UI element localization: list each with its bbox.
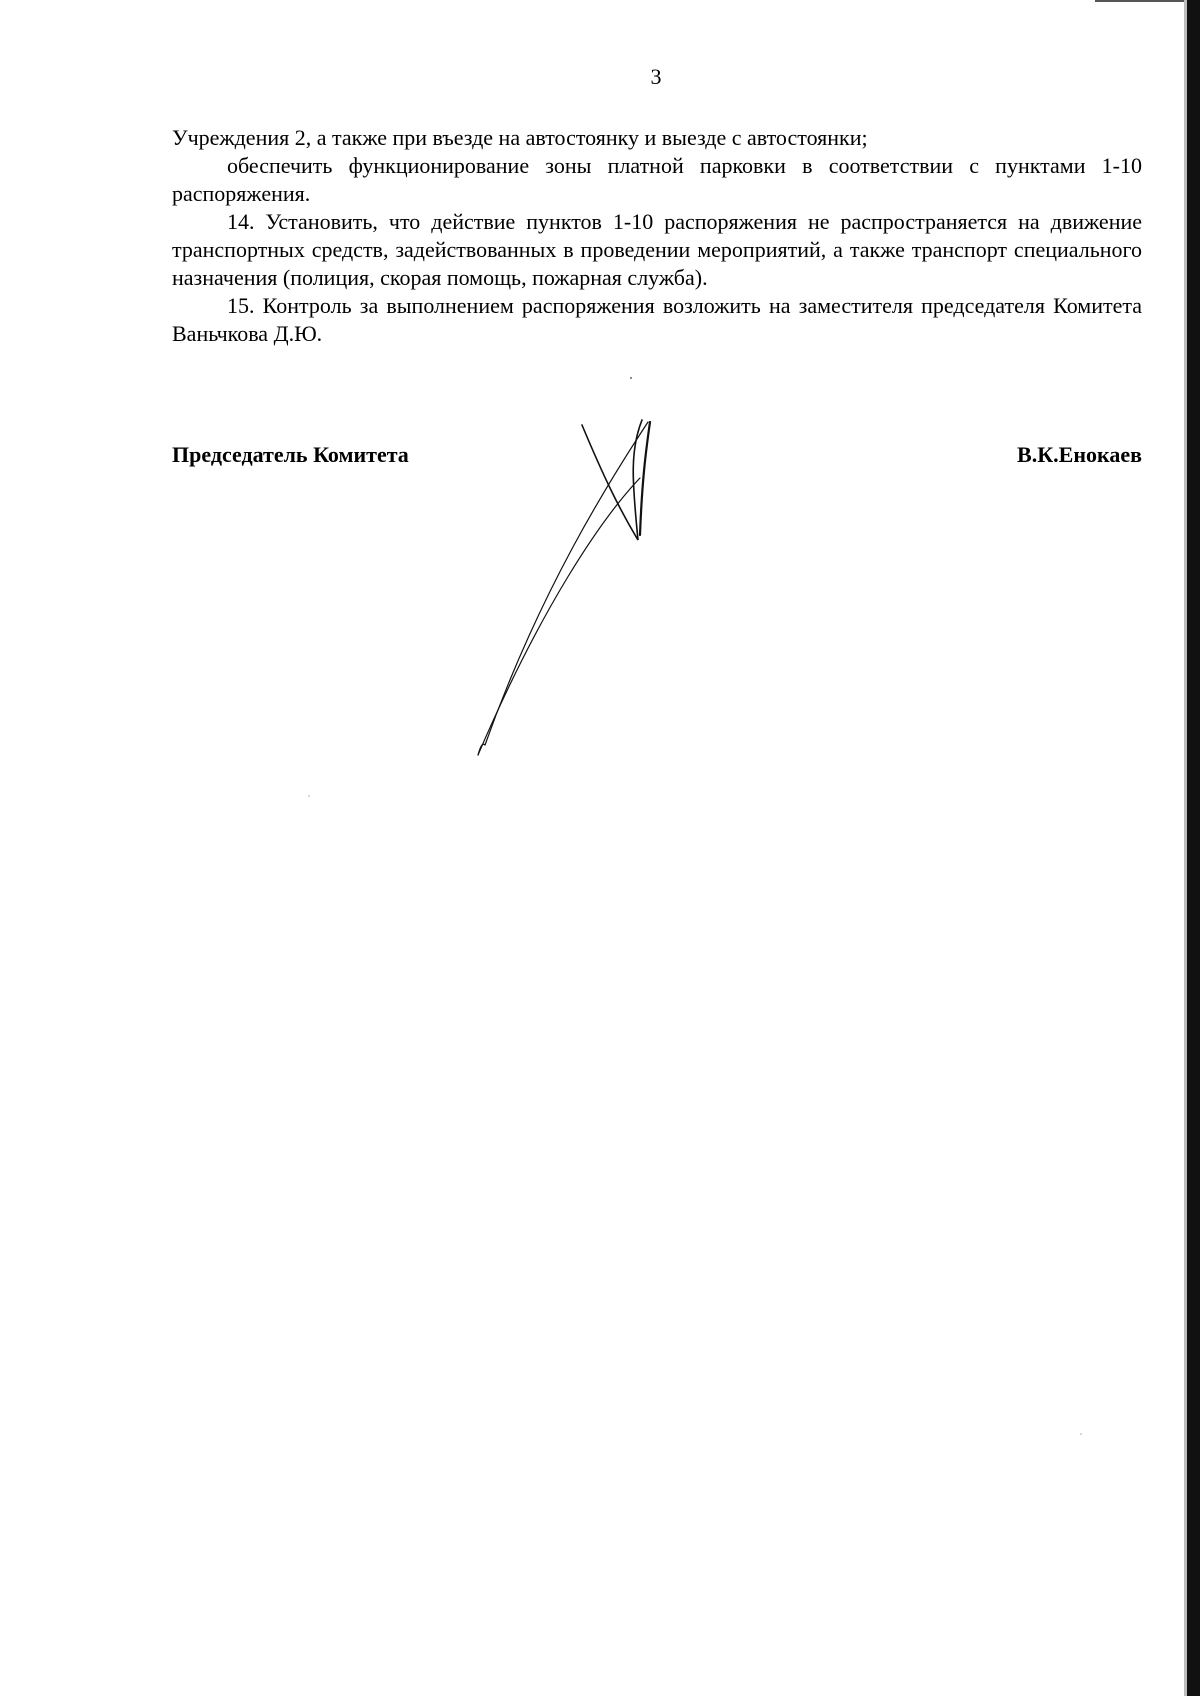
paragraph-continuation: Учреждения 2, а также при въезде на автостоянку и выезде с автостоянки;	[172, 125, 868, 150]
document-body	[172, 124, 1142, 348]
page-number: 3	[650, 64, 662, 89]
scan-speck	[1080, 1433, 1082, 1435]
handwritten-signature	[470, 410, 730, 760]
paragraph-item-14: 14. Установить, что действие пунктов 1-10 распоряжения не распространяется на движение транспортных средств, задействованных в проведении мероприятий, а также транспорт специального назначения (полиция, скорая помощь, пожарная служба).	[172, 209, 1142, 290]
scan-speck	[630, 377, 632, 379]
paragraph-item-15: 15. Контроль за выполнением распоряжения возложить на заместителя председателя Комитета Ваньчкова Д.Ю.	[172, 293, 1142, 346]
signatory-name: В.К.Енокаев	[1017, 442, 1142, 467]
scan-speck	[308, 795, 310, 797]
signatory-title: Председатель Комитета	[172, 442, 409, 467]
scan-right-edge	[1187, 0, 1200, 1696]
paragraph-parking-zone: обеспечить функционирование зоны платной парковки в соответствии с пунктами 1-10 распоряжения.	[172, 153, 1142, 206]
